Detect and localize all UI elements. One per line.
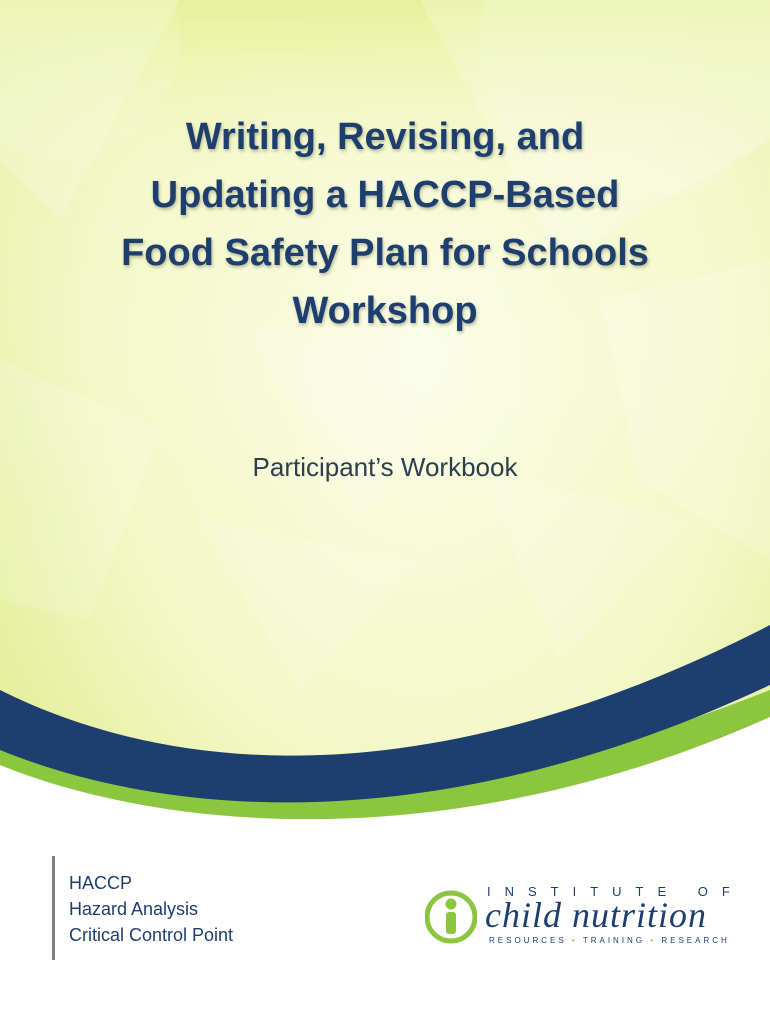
haccp-acronym: HACCP bbox=[69, 873, 133, 893]
logo-institute-of: INSTITUTE OF bbox=[487, 884, 744, 899]
logo-child-nutrition: child nutrition bbox=[485, 895, 707, 935]
person-i-icon bbox=[425, 882, 477, 948]
haccp-definition bbox=[52, 856, 233, 960]
haccp-hazard-analysis: Hazard Analysis bbox=[69, 899, 199, 919]
workbook-subtitle: Participant’s Workbook bbox=[252, 452, 518, 482]
title-line-4: Workshop bbox=[292, 290, 478, 332]
institute-logo bbox=[425, 880, 744, 950]
title-line-2: Updating a HACCP-Based bbox=[150, 174, 620, 216]
logo-tagline-research: RESEARCH bbox=[661, 936, 730, 945]
document-title bbox=[0, 108, 770, 340]
tagline-separator: • bbox=[650, 936, 657, 945]
logo-tagline bbox=[489, 936, 730, 945]
title-line-3: Food Safety Plan for Schools bbox=[121, 232, 649, 274]
haccp-critical-control-point: Critical Control Point bbox=[69, 925, 234, 945]
title-line-1: Writing, Revising, and bbox=[185, 116, 585, 158]
logo-tagline-resources: RESOURCES bbox=[489, 936, 567, 945]
tagline-separator: • bbox=[571, 936, 578, 945]
logo-tagline-training: TRAINING bbox=[582, 936, 646, 945]
